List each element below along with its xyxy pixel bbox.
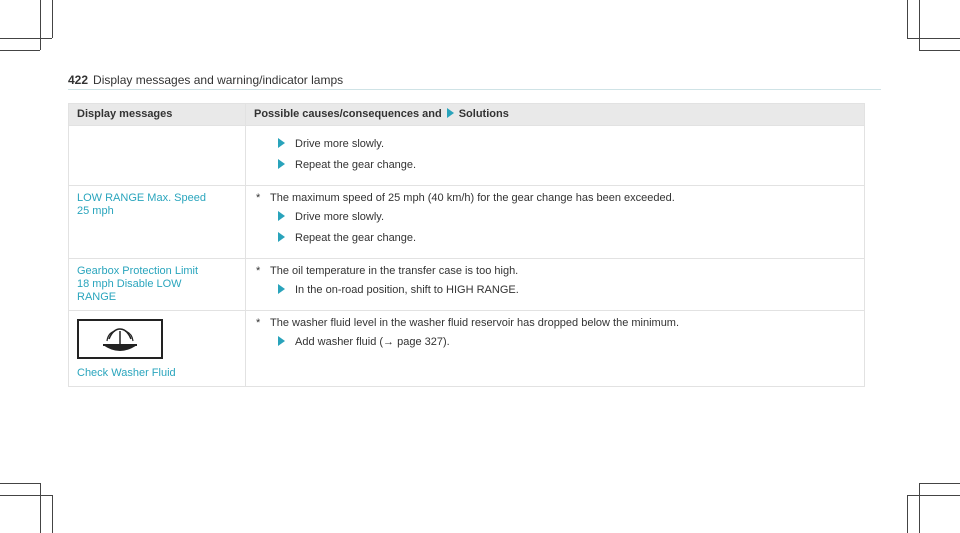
- message-title: LOW RANGE Max. Speed: [77, 192, 206, 204]
- action-arrow-icon: [278, 284, 285, 294]
- action-arrow-icon: [278, 211, 285, 221]
- crop-mark: [907, 0, 908, 38]
- message-cell: [69, 126, 246, 186]
- action-arrow-icon: [278, 138, 285, 148]
- table-row: [69, 186, 865, 259]
- action-arrow-icon: [278, 159, 285, 169]
- action-text: Drive more slowly.: [295, 138, 385, 150]
- table-row: [69, 311, 865, 387]
- action-item: [254, 210, 856, 224]
- message-cell: [69, 186, 246, 259]
- page-reference-link[interactable]: page 327).: [394, 336, 450, 348]
- action-item: [254, 137, 856, 151]
- crop-mark: [907, 38, 960, 39]
- crop-mark: [919, 483, 920, 533]
- crop-mark: [40, 483, 41, 533]
- cause-item: [254, 192, 856, 205]
- crop-mark: [52, 495, 53, 533]
- action-text: [295, 336, 450, 349]
- crop-mark: [52, 0, 53, 38]
- page-header: [68, 73, 343, 87]
- action-prefix: Add washer fluid (: [295, 336, 384, 348]
- crop-mark: [919, 0, 920, 50]
- crop-mark: [0, 495, 52, 496]
- column-header-messages: Display messages: [69, 104, 246, 126]
- solution-cell: [246, 126, 865, 186]
- cause-item: [254, 265, 856, 278]
- causes-header-suffix: Solutions: [458, 108, 509, 120]
- solution-cell: [246, 186, 865, 259]
- crop-mark: [919, 483, 960, 484]
- message-cell: [69, 311, 246, 387]
- table-row: [69, 259, 865, 311]
- cause-marker: *: [256, 317, 261, 329]
- crop-mark: [907, 495, 908, 533]
- cause-item: [254, 317, 856, 330]
- action-item: [254, 283, 856, 297]
- crop-mark: [0, 483, 40, 484]
- action-text: Repeat the gear change.: [295, 159, 417, 171]
- action-text: Drive more slowly.: [295, 211, 385, 223]
- display-messages-table: [68, 103, 865, 387]
- crop-mark: [919, 50, 960, 51]
- causes-header-prefix: Possible causes/consequences and: [254, 108, 442, 120]
- page-reference-arrow-icon: →: [383, 336, 395, 348]
- message-title: Gearbox Protection Limit: [77, 265, 199, 277]
- header-rule: [68, 89, 881, 90]
- crop-mark: [0, 50, 40, 51]
- cause-marker: *: [256, 192, 261, 204]
- action-text: In the on-road position, shift to HIGH RANGE.: [295, 284, 519, 296]
- cause-text: The washer fluid level in the washer fluid reservoir has dropped below the minimum.: [270, 317, 680, 329]
- action-item: [254, 231, 856, 245]
- message-title: 18 mph Disable LOW: [77, 278, 182, 290]
- table-header-row: [69, 104, 865, 126]
- action-arrow-icon: [278, 232, 285, 242]
- cause-text: The oil temperature in the transfer case is too high.: [270, 265, 519, 277]
- message-title: Check Washer Fluid: [77, 367, 176, 379]
- washer-fluid-icon: [77, 319, 163, 359]
- message-title: 25 mph: [77, 205, 114, 217]
- section-title: Display messages and warning/indicator lamps: [93, 73, 344, 87]
- crop-mark: [0, 38, 52, 39]
- crop-mark: [40, 0, 41, 50]
- solution-cell: [246, 311, 865, 387]
- solution-arrow-icon: [447, 108, 454, 118]
- table-row: [69, 126, 865, 186]
- cause-marker: *: [256, 265, 261, 277]
- action-arrow-icon: [278, 336, 285, 346]
- message-cell: [69, 259, 246, 311]
- column-header-causes: [246, 104, 865, 126]
- cause-text: The maximum speed of 25 mph (40 km/h) for the gear change has been exceeded.: [270, 192, 675, 204]
- page-number: 422: [68, 73, 89, 87]
- solution-cell: [246, 259, 865, 311]
- action-text: Repeat the gear change.: [295, 232, 417, 244]
- message-title: RANGE: [77, 291, 117, 303]
- crop-mark: [907, 495, 960, 496]
- action-item: [254, 158, 856, 172]
- action-item: [254, 335, 856, 349]
